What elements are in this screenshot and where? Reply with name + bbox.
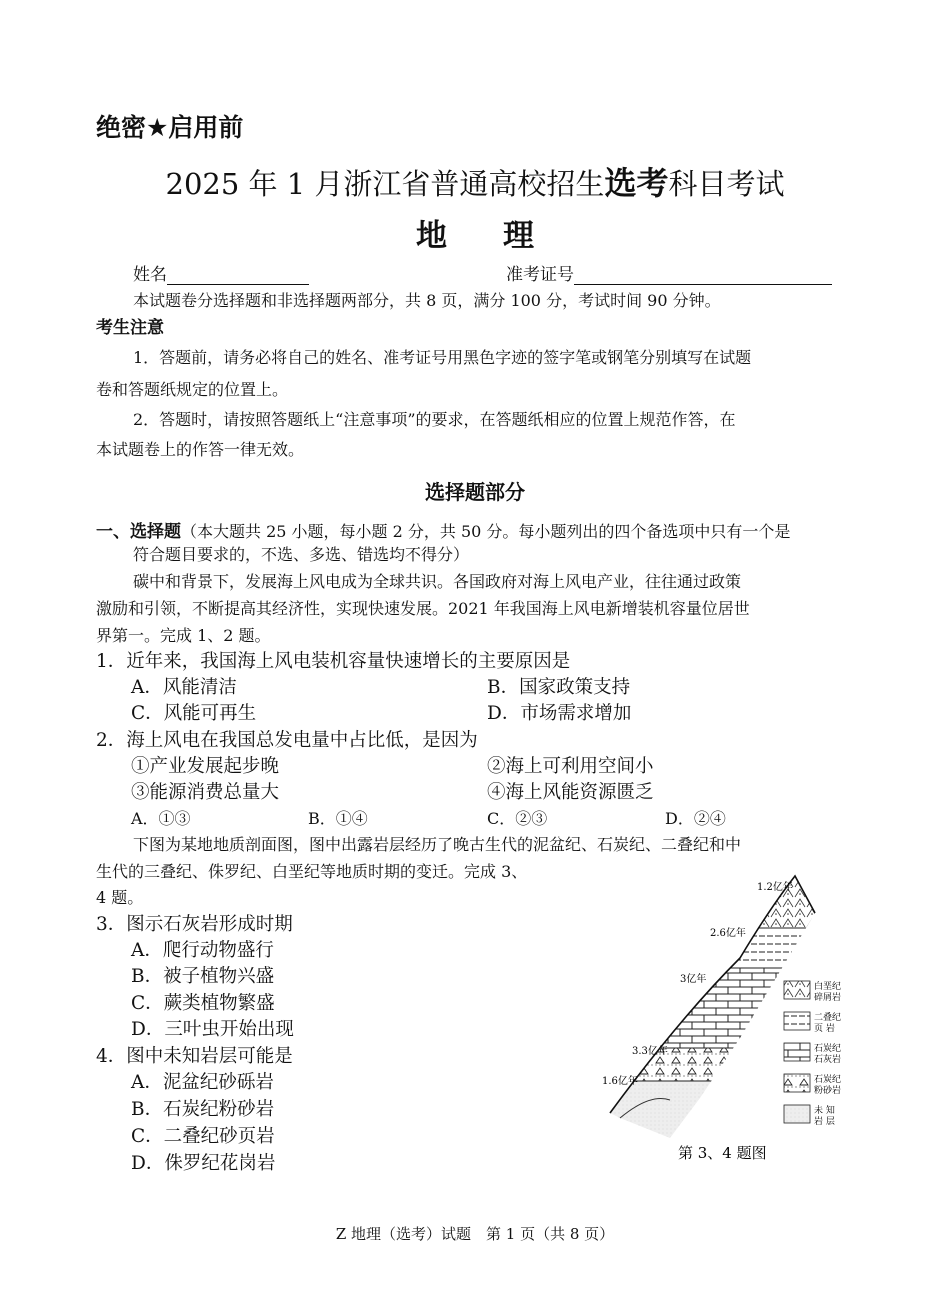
q3-option-d[interactable]: D．三叶虫开始出现 <box>131 1019 294 1040</box>
exam-title-part1: 2025 年 1 月浙江省普通高校招生 <box>165 167 605 201</box>
id-blank[interactable] <box>574 267 832 285</box>
age-label-2: 2.6亿年 <box>710 928 746 939</box>
name-blank[interactable] <box>167 267 309 285</box>
page-footer: Z 地理（选考）试题 第 1 页（共 8 页） <box>335 1225 615 1243</box>
q2-statement-4: ④海上风能资源匮乏 <box>487 782 654 803</box>
notice-item2-line2: 本试题卷上的作答一律无效。 <box>96 440 305 459</box>
confidential-label: 绝密★启用前 <box>96 113 244 142</box>
q4-stem: 4．图中未知岩层可能是 <box>96 1046 293 1067</box>
passage2-line1: 下图为某地地质剖面图，图中出露岩层经历了晚古生代的泥盆纪、石炭纪、二叠纪和中 <box>133 835 742 854</box>
legend-2-line2: 页 岩 <box>814 1024 835 1034</box>
age-label-1: 1.2亿年 <box>757 882 793 893</box>
q2-stem: 2．海上风电在我国总发电量中占比低，是因为 <box>96 730 478 751</box>
exam-title <box>0 158 950 204</box>
legend-2-line1: 二叠纪 <box>814 1013 842 1023</box>
q2-statement-3: ③能源消费总量大 <box>131 782 280 803</box>
subject-title: 地理 <box>416 218 590 254</box>
q3-option-c[interactable]: C．蕨类植物繁盛 <box>131 993 275 1014</box>
q1-option-d[interactable]: D．市场需求增加 <box>487 703 632 724</box>
q2-option-b[interactable]: B．①④ <box>308 809 368 828</box>
legend-3-line1: 石炭纪 <box>814 1044 842 1054</box>
q2-statement-1: ①产业发展起步晚 <box>131 756 280 777</box>
exam-title-emphasis: 选考 <box>604 164 669 202</box>
age-label-3: 3亿年 <box>680 974 707 985</box>
q2-option-d[interactable]: D．②④ <box>665 809 726 828</box>
id-field[interactable] <box>506 260 832 285</box>
q2-option-c[interactable]: C．②③ <box>487 809 548 828</box>
legend-4-line2: 粉砂岩 <box>814 1086 842 1096</box>
notice-item1-line2: 卷和答题纸规定的位置上。 <box>96 380 289 399</box>
part1-instr-line1: （本大题共 25 小题，每小题 2 分，共 50 分。每小题列出的四个备选项中只有一个是 <box>181 522 791 541</box>
q4-option-b[interactable]: B．石炭纪粉砂岩 <box>131 1099 275 1120</box>
age-label-5: 1.6亿年 <box>602 1076 638 1087</box>
exam-title-part2: 科目考试 <box>668 167 785 201</box>
passage1-line2: 激励和引领，不断提高其经济性，实现快速发展。2021 年我国海上风电新增装机容量位居世 <box>96 599 750 618</box>
legend-5-line1: 未 知 <box>814 1106 835 1116</box>
figure-caption: 第 3、4 题图 <box>678 1144 767 1162</box>
q4-option-d[interactable]: D．侏罗纪花岗岩 <box>131 1153 276 1174</box>
notice-item2-line1: 2．答题时，请按照答题纸上“注意事项”的要求，在答题纸相应的位置上规范作答，在 <box>133 410 736 429</box>
id-label: 准考证号 <box>506 265 574 285</box>
q4-option-a[interactable]: A．泥盆纪砂砾岩 <box>131 1072 274 1093</box>
legend-4-line1: 石炭纪 <box>814 1075 842 1085</box>
q1-option-b[interactable]: B．国家政策支持 <box>487 677 631 698</box>
passage2-line2: 生代的三叠纪、侏罗纪、白垩纪等地质时期的变迁。完成 3、 <box>96 862 528 881</box>
geologic-profile-figure <box>590 868 860 1178</box>
part1-instructions <box>96 517 790 542</box>
legend-5-line2: 岩 层 <box>814 1117 835 1127</box>
age-label-4: 3.3亿年 <box>632 1046 668 1057</box>
q1-stem: 1．近年来，我国海上风电装机容量快速增长的主要原因是 <box>96 651 571 672</box>
passage2-line3: 4 题。 <box>96 888 144 907</box>
figure-legend <box>784 980 841 1127</box>
section-title: 选择题部分 <box>425 480 525 504</box>
part1-instr-line2: 符合题目要求的，不选、多选、错选均不得分） <box>133 545 470 564</box>
name-label: 姓名 <box>133 265 167 285</box>
passage1-line3: 界第一。完成 1、2 题。 <box>96 626 271 645</box>
notice-heading: 考生注意 <box>96 318 164 338</box>
q3-stem: 3．图示石灰岩形成时期 <box>96 914 293 935</box>
part1-label: 一、选择题 <box>96 522 181 542</box>
q3-option-a[interactable]: A．爬行动物盛行 <box>131 940 274 961</box>
name-field[interactable] <box>133 260 309 285</box>
passage1-line1: 碳中和背景下，发展海上风电成为全球共识。各国政府对海上风电产业，往往通过政策 <box>133 572 742 591</box>
legend-3-line2: 石灰岩 <box>814 1055 842 1065</box>
notice-item1-line1: 1．答题前，请务必将自己的姓名、准考证号用黑色字迹的签字笔或钢笔分别填写在试题 <box>133 348 752 367</box>
q1-option-a[interactable]: A．风能清洁 <box>131 677 237 698</box>
q1-option-c[interactable]: C．风能可再生 <box>131 703 257 724</box>
q4-option-c[interactable]: C．二叠纪砂页岩 <box>131 1126 275 1147</box>
q2-statement-2: ②海上可利用空间小 <box>487 756 654 777</box>
q3-option-b[interactable]: B．被子植物兴盛 <box>131 966 275 987</box>
q2-option-a[interactable]: A．①③ <box>131 809 191 828</box>
legend-1-line2: 碎屑岩 <box>814 993 842 1003</box>
legend-1-line1: 白垩纪 <box>814 982 842 992</box>
intro-text: 本试题卷分选择题和非选择题两部分，共 8 页，满分 100 分，考试时间 90 分钟。 <box>133 291 721 310</box>
